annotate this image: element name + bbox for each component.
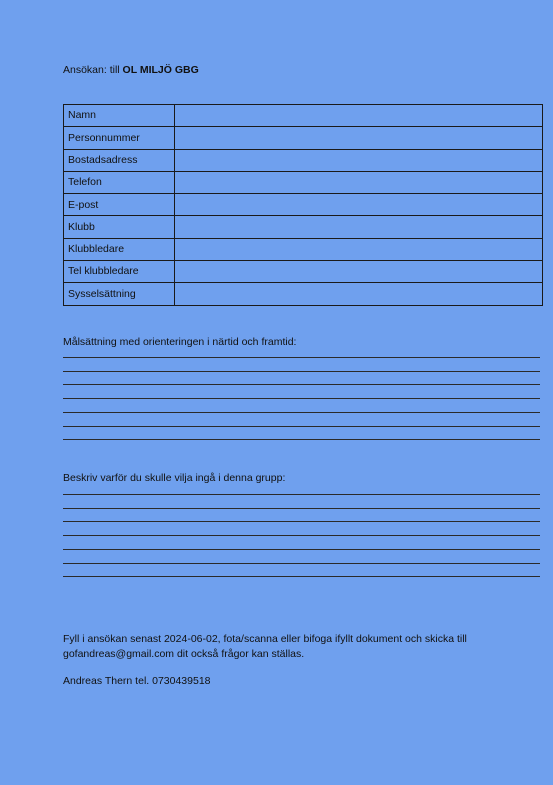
goals-label: Målsättning med orienteringen i närtid och framtid:: [63, 336, 297, 348]
answer-line[interactable]: [63, 508, 540, 509]
field-value-club-leader[interactable]: [175, 238, 543, 260]
answer-line[interactable]: [63, 371, 540, 372]
answer-line[interactable]: [63, 426, 540, 427]
table-row: [64, 238, 543, 260]
table-row: [64, 216, 543, 238]
applicant-info-table: [63, 104, 543, 306]
answer-line[interactable]: [63, 384, 540, 385]
field-value-occupation[interactable]: [175, 283, 543, 305]
field-value-address[interactable]: [175, 149, 543, 171]
table-row: [64, 194, 543, 216]
answer-line[interactable]: [63, 521, 540, 522]
group-name: OL MILJÖ GBG: [122, 64, 199, 76]
table-row: [64, 171, 543, 193]
field-value-personal-number[interactable]: [175, 127, 543, 149]
submission-instructions: Fyll i ansökan senast 2024-06-02, fota/scanna eller bifoga ifyllt dokument och skicka till gofandreas@gmail.com dit också frågor kan ställas.: [63, 633, 467, 660]
answer-line[interactable]: [63, 563, 540, 564]
answer-line[interactable]: [63, 549, 540, 550]
field-label-address: Bostadsadress: [64, 149, 175, 171]
table-row: [64, 105, 543, 127]
field-label-personal-number: Personnummer: [64, 127, 175, 149]
answer-line[interactable]: [63, 439, 540, 440]
answer-line[interactable]: [63, 412, 540, 413]
answer-line[interactable]: [63, 398, 540, 399]
title-prefix: Ansökan: till: [63, 64, 123, 76]
table-row: [64, 149, 543, 171]
field-label-name: Namn: [64, 105, 175, 127]
field-label-club-leader: Klubbledare: [64, 238, 175, 260]
table-row: [64, 261, 543, 283]
field-value-club-leader-phone[interactable]: [175, 261, 543, 283]
answer-line[interactable]: [63, 494, 540, 495]
field-label-occupation: Sysselsättning: [64, 283, 175, 305]
field-label-email: E-post: [64, 194, 175, 216]
answer-line[interactable]: [63, 576, 540, 577]
table-row: [64, 283, 543, 305]
field-label-club-leader-phone: Tel klubbledare: [64, 261, 175, 283]
field-value-phone[interactable]: [175, 171, 543, 193]
field-value-email[interactable]: [175, 194, 543, 216]
motivation-label: Beskriv varför du skulle vilja ingå i denna grupp:: [63, 472, 286, 484]
field-label-club: Klubb: [64, 216, 175, 238]
field-label-phone: Telefon: [64, 171, 175, 193]
table-row: [64, 127, 543, 149]
field-value-club[interactable]: [175, 216, 543, 238]
field-value-name[interactable]: [175, 105, 543, 127]
contact-info: Andreas Thern tel. 0730439518: [63, 675, 211, 687]
application-title: [63, 64, 199, 76]
answer-line[interactable]: [63, 535, 540, 536]
answer-line[interactable]: [63, 357, 540, 358]
